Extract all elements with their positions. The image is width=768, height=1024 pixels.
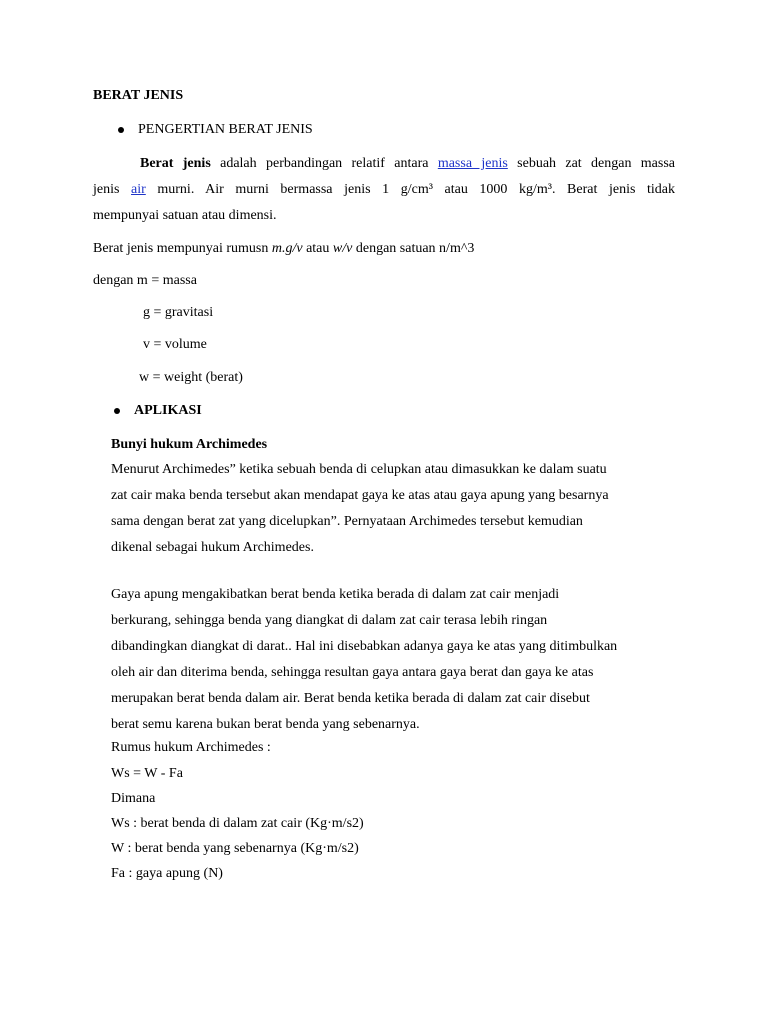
definition-ws: Ws : berat benda di dalam zat cair (Kg·m/s2) [111,816,364,831]
paragraph-line: dibandingkan diangkat di darat.. Hal ini disebabkan adanya gaya ke atas yang ditimbulkan [111,639,618,654]
paragraph-line: oleh air dan diterima benda, sehingga resultan gaya antara gaya berat dan gaya ke atas [111,665,594,680]
paragraph-line: merupakan berat benda dalam air. Berat benda ketika berada di dalam zat cair disebut [111,691,590,706]
paragraph-line: dikenal sebagai hukum Archimedes. [111,540,314,555]
paragraph-line [93,155,675,173]
term-berat-jenis: Berat jenis [140,156,211,171]
text-run: atau [302,241,333,256]
formula-wv: w/v [332,241,353,256]
bullet-icon [118,127,124,133]
text-run: sebuah zat dengan massa [507,156,675,171]
formula-sentence [93,240,474,258]
section-heading-aplikasi: APLIKASI [134,403,202,418]
text-run: Berat jenis mempunyai rumusn [93,241,272,256]
text-run: dengan satuan n/m^3 [352,241,475,256]
text-run: adalah perbandingan relatif antara [210,156,438,171]
paragraph-line [93,181,675,199]
text-run: murni. Air murni bermassa jenis 1 g/cm³ atau 1000 kg/m³. Berat jenis tidak [145,182,675,197]
link-air[interactable]: air [131,182,146,197]
definition-fa: Fa : gaya apung (N) [111,866,223,881]
definition-m: dengan m = massa [93,273,197,288]
definition-w: w = weight (berat) [139,370,243,385]
bullet-icon [114,408,120,414]
definition-g: g = gravitasi [143,305,214,320]
definition-w-actual: W : berat benda yang sebenarnya (Kg·m/s2) [111,841,359,856]
paragraph-line: berat semu karena bukan berat benda yang sebenarnya. [111,717,420,732]
formula-archimedes: Ws = W - Fa [111,766,183,781]
rumus-title: Rumus hukum Archimedes : [111,740,271,755]
paragraph-line: mempunyai satuan atau dimensi. [93,208,277,223]
text-run: jenis [93,182,132,197]
paragraph-line: sama dengan berat zat yang dicelupkan”. Pernyataan Archimedes tersebut kemudian [111,514,583,529]
subheading-archimedes: Bunyi hukum Archimedes [111,437,268,452]
paragraph-line: berkurang, sehingga benda yang diangkat di dalam zat cair terasa lebih ringan [111,613,548,628]
section-heading-pengertian: PENGERTIAN BERAT JENIS [138,122,313,137]
dimana-label: Dimana [111,791,156,806]
document-title: BERAT JENIS [93,88,184,103]
link-massa-jenis[interactable]: massa jenis [437,156,508,171]
paragraph-line: zat cair maka benda tersebut akan mendapat gaya ke atas atau gaya apung yang besarnya [111,488,609,503]
paragraph-line: Gaya apung mengakibatkan berat benda ketika berada di dalam zat cair menjadi [111,587,560,602]
paragraph-line: Menurut Archimedes” ketika sebuah benda di celupkan atau dimasukkan ke dalam suatu [111,462,607,477]
definition-v: v = volume [143,337,207,352]
formula-mgv: m.g/v [271,241,303,256]
